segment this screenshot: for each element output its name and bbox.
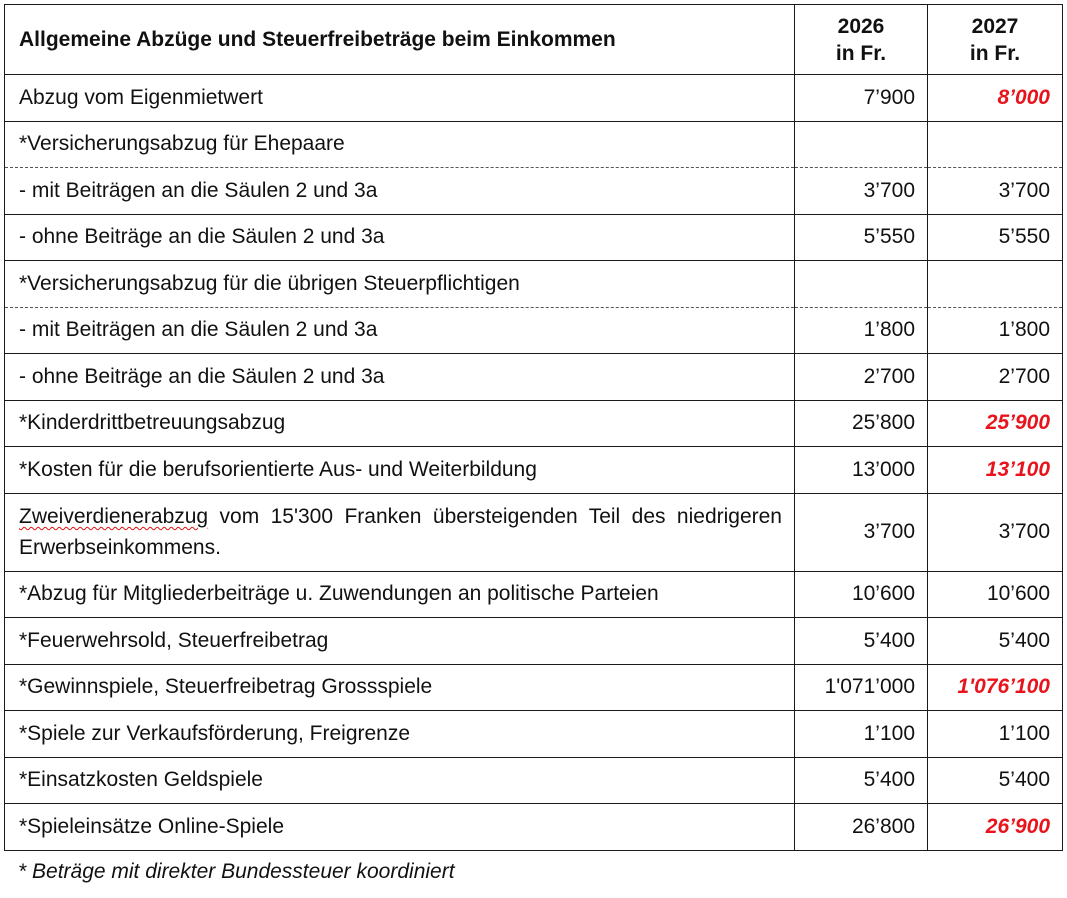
value-2027: 5’400 xyxy=(928,618,1063,665)
value-2027: 10’600 xyxy=(928,571,1063,618)
value-2027: 3’700 xyxy=(928,168,1063,215)
value-2026: 7’900 xyxy=(795,75,928,122)
value-2026: 10’600 xyxy=(795,571,928,618)
row-label-rest: vom 15'300 Franken übersteigenden Teil des niedrigeren Erwerbseinkommens. xyxy=(19,505,782,559)
value-2026 xyxy=(795,121,928,168)
header-year-2026-label: 2026 xyxy=(837,14,885,38)
value-2026: 3’700 xyxy=(795,168,928,215)
value-2026: 1'071’000 xyxy=(795,664,928,711)
value-2026: 13’000 xyxy=(795,447,928,494)
value-2027: 25’900 xyxy=(928,400,1063,447)
row-label: Abzug vom Eigenmietwert xyxy=(5,75,795,122)
value-2027: 5’550 xyxy=(928,214,1063,261)
table-row xyxy=(5,664,1063,711)
row-label: *Feuerwehrsold, Steuerfreibetrag xyxy=(5,618,795,665)
value-2027: 13’100 xyxy=(928,447,1063,494)
table-row xyxy=(5,757,1063,804)
value-2026: 3’700 xyxy=(795,493,928,571)
table-row xyxy=(5,493,1063,571)
value-2027: 1’100 xyxy=(928,711,1063,758)
value-2026: 26’800 xyxy=(795,804,928,851)
table-row xyxy=(5,400,1063,447)
row-label: *Abzug für Mitgliederbeiträge u. Zuwendungen an politische Parteien xyxy=(5,571,795,618)
value-2027: 5’400 xyxy=(928,757,1063,804)
row-label: - mit Beiträgen an die Säulen 2 und 3a xyxy=(5,307,795,354)
row-label: *Spieleinsätze Online-Spiele xyxy=(5,804,795,851)
table-row xyxy=(5,261,1063,308)
value-2026: 5’550 xyxy=(795,214,928,261)
value-2027: 26’900 xyxy=(928,804,1063,851)
header-year-2026 xyxy=(795,5,928,75)
header-year-2027-unit: in Fr. xyxy=(969,41,1021,65)
value-2027 xyxy=(928,261,1063,308)
table-row xyxy=(5,214,1063,261)
value-2027: 1'076’100 xyxy=(928,664,1063,711)
row-label: *Kinderdrittbetreuungsabzug xyxy=(5,400,795,447)
row-label: *Gewinnspiele, Steuerfreibetrag Grossspiele xyxy=(5,664,795,711)
table-row xyxy=(5,121,1063,168)
row-label: *Versicherungsabzug für die übrigen Steuerpflichtigen xyxy=(5,261,795,308)
spellcheck-word: Zweiverdienerabzug xyxy=(19,505,209,528)
table-row xyxy=(5,618,1063,665)
row-label: - ohne Beiträge an die Säulen 2 und 3a xyxy=(5,214,795,261)
value-2026 xyxy=(795,261,928,308)
table-row xyxy=(5,307,1063,354)
header-label: Allgemeine Abzüge und Steuerfreibeträge beim Einkommen xyxy=(5,5,795,75)
value-2026: 5’400 xyxy=(795,757,928,804)
row-label: *Einsatzkosten Geldspiele xyxy=(5,757,795,804)
value-2026: 1’800 xyxy=(795,307,928,354)
row-label: - ohne Beiträge an die Säulen 2 und 3a xyxy=(5,354,795,401)
deductions-table xyxy=(4,4,1063,851)
header-year-2026-unit: in Fr. xyxy=(835,41,887,65)
table-row xyxy=(5,804,1063,851)
table-row xyxy=(5,447,1063,494)
value-2027: 2’700 xyxy=(928,354,1063,401)
value-2027: 8’000 xyxy=(928,75,1063,122)
value-2027 xyxy=(928,121,1063,168)
value-2026: 1’100 xyxy=(795,711,928,758)
table-row xyxy=(5,75,1063,122)
value-2026: 25’800 xyxy=(795,400,928,447)
row-label: *Kosten für die berufsorientierte Aus- und Weiterbildung xyxy=(5,447,795,494)
table-row xyxy=(5,571,1063,618)
footnote: * Beträge mit direkter Bundessteuer koordiniert xyxy=(18,860,455,883)
value-2027: 1’800 xyxy=(928,307,1063,354)
table-header-row xyxy=(5,5,1063,75)
value-2027: 3’700 xyxy=(928,493,1063,571)
table-row xyxy=(5,168,1063,215)
header-year-2027 xyxy=(928,5,1063,75)
value-2026: 2’700 xyxy=(795,354,928,401)
header-year-2027-label: 2027 xyxy=(971,14,1019,38)
row-label: *Spiele zur Verkaufsförderung, Freigrenze xyxy=(5,711,795,758)
row-label xyxy=(5,493,795,571)
table-row xyxy=(5,354,1063,401)
row-label: *Versicherungsabzug für Ehepaare xyxy=(5,121,795,168)
value-2026: 5’400 xyxy=(795,618,928,665)
table-row xyxy=(5,711,1063,758)
row-label: - mit Beiträgen an die Säulen 2 und 3a xyxy=(5,168,795,215)
